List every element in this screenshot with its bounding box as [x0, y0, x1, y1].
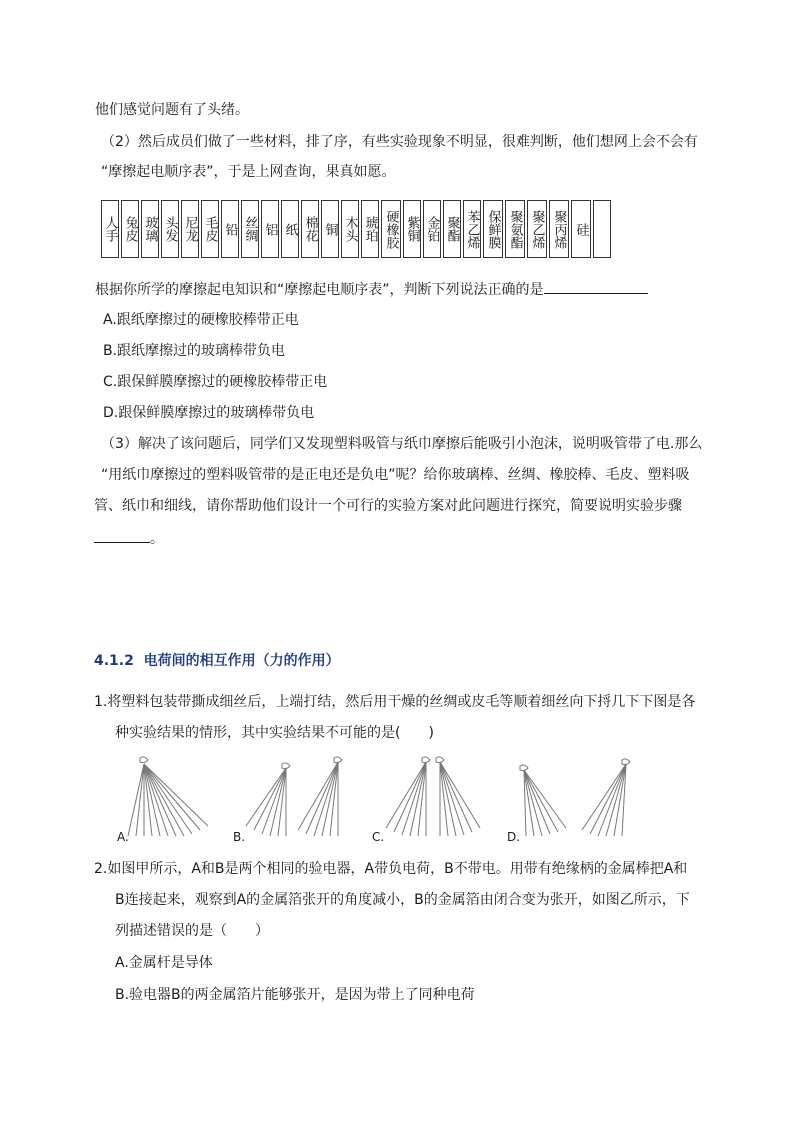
series-cell: 木头	[341, 200, 359, 258]
question-1-line: 种实验结果的情形，其中实验结果不可能的是( )	[115, 725, 434, 741]
option-b: B.跟纸摩擦过的玻璃棒带负电	[103, 343, 286, 359]
series-cell: 金铂	[423, 200, 441, 258]
series-cell: 兔皮	[121, 200, 139, 258]
series-cell: 保鲜膜	[483, 200, 503, 258]
series-cell: 玻璃	[141, 200, 159, 258]
question-2-option-b: B.验电器B的两金属箔片能够张开，是因为带上了同种电荷	[115, 987, 475, 1003]
text-line: “摩擦起电顺序表”，于是上网查询，果真如愿。	[101, 164, 396, 180]
text-line: 他们感觉问题有了头绪。	[95, 102, 249, 118]
series-cell: 苯乙烯	[463, 200, 481, 258]
series-cell: 纸	[281, 200, 299, 258]
series-cell: 尼龙	[181, 200, 199, 258]
series-cell: 头发	[161, 200, 179, 258]
figure-a-label: A.	[117, 830, 129, 844]
question-2-line: 2.如图甲所示，A和B是两个相同的验电器，A带负电荷，B不带电。用带有绝缘柄的金属棒把A和	[94, 861, 688, 877]
series-cell: 聚酯	[443, 200, 461, 258]
series-cell: 聚丙烯	[549, 200, 569, 258]
series-cell: 铅	[221, 200, 239, 258]
series-cell	[593, 200, 611, 258]
series-cell: 琥珀	[361, 200, 379, 258]
section-heading	[94, 650, 340, 670]
text-line: （2）然后成员们做了一些材料，排了序，有些实验现象不明显，很难判断，他们想网上会不会有	[101, 134, 698, 150]
text-line: 。	[94, 528, 164, 548]
answer-blank[interactable]	[94, 528, 150, 543]
series-cell: 铝	[261, 200, 279, 258]
question-2-option-a: A.金属杆是导体	[115, 955, 213, 971]
section-number: 4.1.2	[94, 653, 134, 669]
answer-blank[interactable]	[544, 279, 648, 294]
question-1-line: 1.将塑料包装带撕成细丝后，上端打结，然后用干燥的丝绸或皮毛等顺着细丝向下捋几下下图是各	[94, 694, 696, 710]
option-c: C.跟保鲜膜摩擦过的硬橡胶棒带正电	[103, 374, 328, 390]
series-cell: 棉花	[301, 200, 319, 258]
series-cell: 丝绸	[241, 200, 259, 258]
text-line: “用纸巾摩擦过的塑料吸管带的是正电还是负电”呢？给你玻璃棒、丝绸、橡胶棒、毛皮、塑料吸	[101, 467, 690, 483]
series-cell: 聚乙烯	[527, 200, 547, 258]
option-a: A.跟纸摩擦过的硬橡胶棒带正电	[103, 312, 299, 328]
figure-c-strands	[378, 756, 488, 838]
figure-d-strands	[512, 756, 642, 838]
figure-a-strands	[118, 756, 218, 838]
text-line: 管、纸巾和细线，请你帮助他们设计一个可行的实验方案对此问题进行探究，简要说明实验步骤	[94, 498, 682, 514]
option-d: D.跟保鲜膜摩擦过的玻璃棒带负电	[103, 405, 315, 421]
series-cell: 人手	[101, 200, 119, 258]
question-2-line: B连接起来，观察到A的金属箔张开的角度减小，B的金属箔由闭合变为张开，如图乙所示，下	[115, 892, 690, 908]
series-cell: 聚氨酯	[505, 200, 525, 258]
series-cell: 硅	[571, 200, 591, 258]
series-cell: 毛皮	[201, 200, 219, 258]
text-line: （3）解决了该问题后，同学们又发现塑料吸管与纸巾摩擦后能吸引小泡沫，说明吸管带了电.那么	[101, 436, 703, 452]
figure-d-label: D.	[507, 830, 521, 844]
series-cell: 紫铜	[403, 200, 421, 258]
triboelectric-series-table	[101, 200, 613, 260]
figure-c-label: C.	[372, 830, 385, 844]
figure-b-label: B.	[233, 830, 246, 844]
series-cell: 硬橡胶	[381, 200, 401, 258]
section-title: 电荷间的相互作用（力的作用）	[143, 653, 340, 669]
series-cell: 铜	[321, 200, 339, 258]
question-2-line: 列描述错误的是（ ）	[115, 923, 269, 939]
figure-b-strands	[242, 756, 352, 838]
question-intro: 根据你所学的摩擦起电知识和“摩擦起电顺序表”，判断下列说法正确的是	[95, 279, 648, 299]
